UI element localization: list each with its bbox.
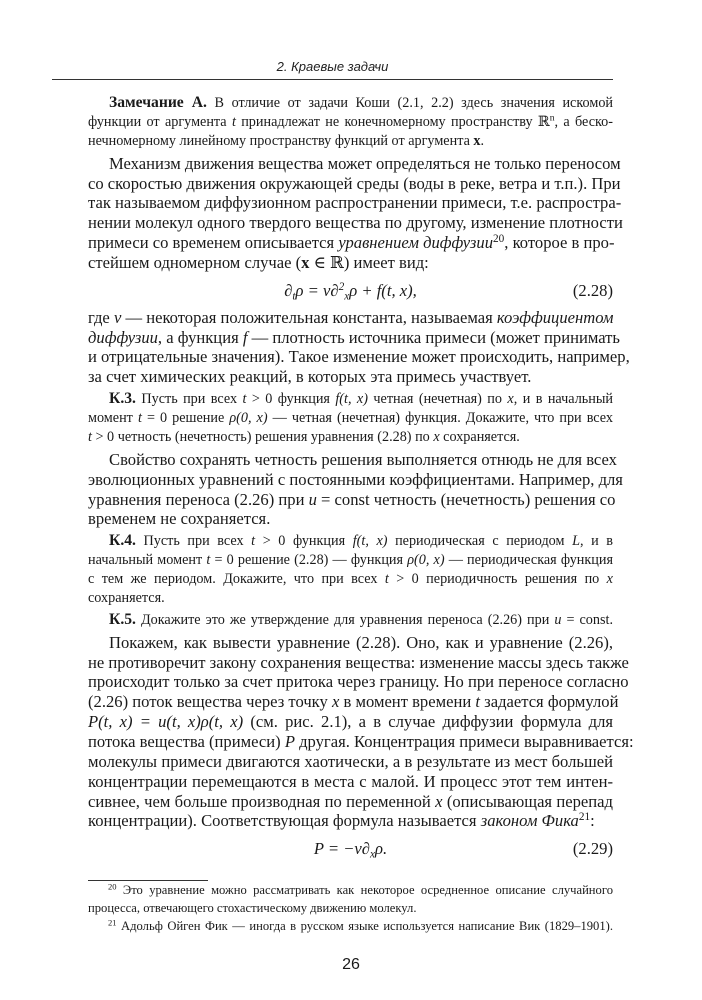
- emphasis-text: диффузии: [88, 327, 158, 347]
- text-line: [88, 173, 621, 194]
- page-body: [88, 94, 634, 866]
- text-line: [88, 113, 613, 132]
- emphasis-text: t: [231, 113, 236, 130]
- math-script: t: [292, 290, 296, 303]
- emphasis-text: t: [242, 391, 247, 408]
- footnotes: [88, 881, 613, 935]
- text-run: .: [480, 132, 485, 149]
- emphasis-text: x: [331, 692, 340, 712]
- math-script: x: [344, 290, 350, 303]
- text-run: = const четность (нечетность) решения со: [316, 489, 616, 509]
- text-run: (2.26) поток вещества через точку: [88, 692, 332, 712]
- remark-paragraph: [88, 390, 613, 447]
- text-run: где: [88, 307, 114, 327]
- emphasis-text: u: [308, 489, 317, 509]
- remark-paragraph: [88, 611, 613, 630]
- text-run: концентрации перемещаются в места с малой. И процесс этот тем интен-: [88, 771, 613, 791]
- text-run: сохраняется.: [88, 589, 165, 606]
- text-run: процесса, отвечающего стохастическому движению молекул.: [88, 901, 417, 915]
- text-line: [88, 570, 613, 589]
- text-line: [88, 327, 620, 348]
- text-run: со скоростью движения окружающей среды (воды в реке, ветра и т.п.). При: [88, 173, 621, 193]
- text-run: > 0 функция: [255, 533, 353, 550]
- text-run: (описывающая перепад: [442, 791, 613, 811]
- emphasis-text: f: [242, 327, 248, 347]
- text-run: — четная (нечетная) функция. Докажите, что при всех: [267, 410, 613, 427]
- text-run: = 0 решение: [141, 410, 230, 427]
- text-line: [88, 752, 613, 772]
- math-script: 2: [338, 280, 345, 293]
- equation: [88, 276, 613, 305]
- text-run: Докажите это же утверждение для уравнения переноса (2.26) при: [135, 611, 555, 628]
- text-line: [88, 652, 629, 673]
- text-line: [88, 153, 621, 174]
- text-run: ∈ ℝ) имеет вид:: [309, 252, 429, 272]
- text-line: [88, 213, 623, 233]
- text-line: [88, 772, 613, 792]
- paragraph: [88, 307, 630, 387]
- text-run: ρ + f(t, x),: [349, 280, 417, 300]
- emphasis-text: P: [284, 732, 295, 751]
- text-run: > 0 периодичность решения по: [388, 571, 607, 588]
- text-line: [88, 233, 613, 253]
- text-run: Адольф Ойген Фик — иногда в русском языке используется написание Вик (1829–1901).: [116, 919, 613, 933]
- emphasis-text: x: [435, 791, 443, 811]
- text-run: > 0 функция: [246, 391, 336, 408]
- text-line: [88, 672, 629, 692]
- text-run: — периодическая функция: [444, 552, 613, 569]
- text-run: стейшем одномерном случае (: [88, 252, 302, 272]
- math-script: 21: [108, 917, 117, 928]
- text-run: = const.: [561, 611, 613, 628]
- remark-paragraph: [88, 94, 613, 151]
- emphasis-text: коэффициентом: [496, 307, 614, 327]
- problem-label: Замечание А.: [109, 94, 207, 111]
- text-line: [88, 367, 613, 387]
- text-run: эволюционных уравнений с постоянными коэффициентами. Например, для: [88, 469, 623, 489]
- text-run: происходит только за счет притока через границу. Но при переносе согласно: [88, 672, 629, 692]
- text-line: [88, 489, 616, 510]
- emphasis-text: t: [251, 533, 256, 550]
- text-run: задается формулой: [480, 692, 619, 712]
- text-run: > 0 четность (нечетность) решения уравнения (2.28) по: [91, 428, 434, 445]
- text-line: [88, 532, 613, 551]
- text-run: , и в начальный: [513, 391, 613, 408]
- text-run: уравнения переноса (2.26) при: [88, 489, 309, 509]
- emphasis-text: t: [137, 410, 142, 427]
- text-run: :: [590, 811, 595, 831]
- problem-label: К.4.: [109, 532, 136, 550]
- emphasis-text: t: [88, 428, 92, 445]
- text-run: (см. рис. 2.1), а в случае диффузии формула для: [243, 712, 613, 732]
- text-run: ρ.: [374, 839, 388, 859]
- text-run: с тем же периодом. Докажите, что при всех: [88, 571, 385, 588]
- text-line: [88, 712, 613, 732]
- emphasis-text: x: [606, 571, 613, 588]
- text-line: [88, 390, 613, 409]
- footnote-line: [88, 881, 613, 899]
- text-run: , и в: [579, 533, 613, 550]
- text-run: Покажем, как вывести уравнение (2.28). Оно, как и уравнение (2.26),: [109, 632, 613, 652]
- text-run: четная (нечетная) по: [367, 391, 508, 408]
- text-run: — некоторая положительная константа, называемая: [121, 307, 497, 327]
- text-line: [88, 132, 613, 151]
- text-line: [88, 633, 613, 653]
- problem-label: К.5.: [109, 610, 136, 628]
- text-line: [88, 469, 623, 490]
- text-run: сивнее, чем больше производная по переменной: [88, 791, 436, 811]
- equation-number: (2.29): [572, 839, 613, 859]
- emphasis-text: f(t, x): [352, 533, 388, 550]
- text-run: функции от аргумента: [88, 113, 232, 130]
- text-run: — плотность источника примеси (может принимать: [247, 327, 620, 347]
- text-line: [88, 611, 613, 630]
- emphasis-text: L: [572, 533, 580, 550]
- equation-body: [88, 276, 613, 305]
- remark-paragraph: [88, 532, 613, 608]
- text-run: концентрации). Соответствующая формула называется: [88, 811, 481, 831]
- text-run: принадлежат не конечномерному пространству ℝ: [235, 113, 550, 130]
- math-script: 21: [578, 811, 591, 824]
- header-divider: [52, 79, 613, 80]
- math-script: 20: [108, 881, 117, 892]
- text-line: [88, 449, 617, 470]
- footnote-line: [88, 917, 613, 935]
- emphasis-text: f(t, x): [335, 391, 368, 408]
- paragraph: [88, 153, 623, 273]
- page-number: 26: [342, 956, 360, 973]
- text-run: в момент времени: [339, 692, 476, 712]
- emphasis-text: x: [473, 132, 481, 149]
- text-line: [88, 409, 613, 428]
- text-run: временем не сохраняется.: [88, 509, 271, 529]
- text-line: [88, 692, 619, 712]
- paragraph: [88, 449, 623, 529]
- footnote-line: [88, 899, 613, 917]
- emphasis-text: P(t, x) = u(t, x)ρ(t, x): [88, 712, 244, 732]
- text-line: [88, 732, 634, 752]
- text-line: [88, 308, 613, 328]
- text-run: так называемом диффузионном распространении примеси, т.е. распростра-: [88, 193, 622, 213]
- equation-body: [88, 834, 613, 863]
- text-run: , а функция: [157, 327, 243, 347]
- emphasis-text: уравнением диффузии: [338, 233, 494, 253]
- text-run: молекулы примеси двигаются хаотически, а в результате из мест большей: [88, 751, 613, 771]
- text-line: [88, 589, 613, 608]
- text-run: за счет химических реакций, в которых эта примесь участвует.: [88, 367, 532, 387]
- text-run: начальный момент: [88, 552, 207, 569]
- emphasis-text: t: [384, 571, 389, 588]
- equation-number: (2.28): [572, 280, 613, 300]
- text-line: [88, 792, 613, 812]
- math-script: x: [369, 848, 375, 861]
- emphasis-text: u: [554, 611, 562, 628]
- text-run: Пусть при всех: [135, 391, 243, 408]
- emphasis-text: ρ(0, x): [407, 552, 445, 569]
- text-run: = 0 решение (2.28) — функция: [210, 552, 408, 569]
- text-line: [88, 551, 613, 570]
- text-run: Свойство сохранять четность решения выполняется отнюдь не для всех: [109, 449, 617, 469]
- math-script: 20: [493, 232, 505, 245]
- text-line: [88, 193, 622, 213]
- text-line: [88, 94, 613, 113]
- text-line: [88, 811, 613, 831]
- emphasis-text: t: [475, 692, 480, 712]
- paragraph: [88, 632, 634, 831]
- running-header: 2. Краевые задачи: [276, 59, 389, 74]
- emphasis-text: ρ(0, x): [229, 410, 268, 427]
- emphasis-text: x: [433, 428, 440, 445]
- text-run: , которое в про-: [504, 233, 615, 253]
- problem-label: К.3.: [109, 390, 136, 408]
- text-line: [88, 509, 613, 529]
- text-run: сохраняется.: [439, 428, 520, 445]
- text-run: Механизм движения вещества может определяться не только переносом: [109, 153, 621, 173]
- emphasis-text: x: [301, 252, 310, 272]
- text-run: потока вещества (примеси): [88, 732, 285, 751]
- text-run: ∂: [284, 280, 293, 300]
- text-run: нечномерному линейному пространству функций от аргумента: [88, 132, 474, 149]
- text-run: нении молекул одного твердого вещества по другому, изменение плотности: [88, 213, 623, 233]
- text-run: периодическая с периодом: [387, 533, 573, 550]
- text-run: ρ = ν∂: [295, 280, 339, 300]
- emphasis-text: законом Фика: [480, 811, 579, 831]
- text-run: другая. Концентрация примеси выравнивается:: [294, 732, 634, 751]
- text-run: P = −ν∂: [313, 839, 370, 859]
- equation: [88, 834, 613, 863]
- emphasis-text: ν: [113, 307, 122, 327]
- text-run: и отрицательные значения). Такое изменение может происходить, например,: [88, 347, 630, 367]
- emphasis-text: x: [507, 391, 514, 408]
- text-run: Пусть при всех: [135, 533, 252, 550]
- text-line: [88, 347, 630, 367]
- text-run: Это уравнение можно рассматривать как некоторое осредненное описание случайного: [116, 883, 613, 897]
- text-run: В отличие от задачи Коши (2.1, 2.2) здесь значения искомой: [206, 95, 613, 111]
- math-script: n: [549, 112, 555, 124]
- text-line: [88, 428, 613, 447]
- text-run: момент: [88, 410, 138, 427]
- text-run: , а беско-: [554, 113, 613, 130]
- text-run: не противоречит закону сохранения вещества: изменение массы здесь также: [88, 652, 629, 672]
- emphasis-text: t: [206, 552, 211, 569]
- text-run: примеси со временем описывается: [88, 233, 339, 253]
- text-line: [88, 253, 613, 273]
